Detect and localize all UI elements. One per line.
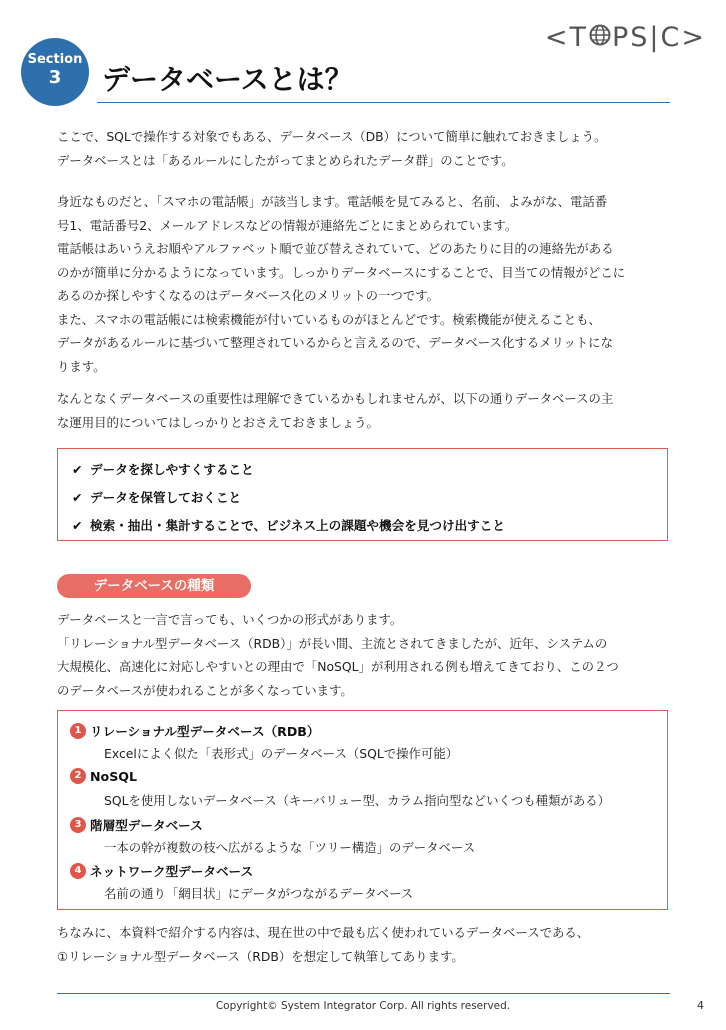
text-line: あるのか探しやすくなるのはデータベース化のメリットの一つです。	[57, 288, 440, 303]
purpose-text: 検索・抽出・集計することで、ビジネス上の課題や機会を見つけ出すこと	[90, 518, 505, 533]
db-type-heading	[70, 768, 137, 784]
phonebook-paragraph	[57, 190, 677, 378]
section-badge	[21, 38, 89, 106]
text-line: 電話帳はあいうえお順やアルファベット順で並び替えされていて、どのあたりに目的の連絡先がある	[57, 241, 614, 256]
purpose-item	[72, 487, 241, 506]
text-line: データベースと一言で言っても、いくつかの形式があります。	[57, 612, 403, 627]
text-line: ちなみに、本資料で紹介する内容は、現在世の中で最も広く使われているデータベースである、	[57, 925, 590, 940]
text-line: 号1、電話番号2、メールアドレスなどの情報が連絡先ごとにまとめられています。	[57, 217, 518, 233]
text-line: ここで、SQLで操作する対象でもある、データベース（DB）について簡単に触れておきましょう。	[57, 129, 607, 144]
db-type-description: 一本の幹が複数の枝へ広がるような「ツリー構造」のデータベース	[104, 840, 476, 855]
text-line: な運用目的についてはしっかりとおさえておきましょう。	[57, 414, 379, 430]
text-line: データベースとは「あるルールにしたがってまとめられたデータ群」のことです。	[57, 152, 514, 168]
text-line: 身近なものだと、「スマホの電話帳」が該当します。電話帳を見てみると、名前、よみがな、電話番	[57, 194, 608, 209]
db-type-name: NoSQL	[90, 768, 137, 784]
number-badge: 2	[70, 768, 86, 784]
db-types-box	[57, 710, 668, 910]
number-badge: 3	[70, 817, 86, 833]
text-line: のデータベースが使われることが多くなっています。	[57, 682, 353, 698]
checkmark-icon: ✔	[72, 462, 83, 477]
text-line: ります。	[57, 358, 106, 374]
page-number: 4	[697, 999, 704, 1012]
purposes-box	[57, 448, 668, 541]
number-badge: 1	[70, 723, 86, 739]
db-type-description: 名前の通り「網目状」にデータがつながるデータベース	[104, 886, 414, 901]
text-line: データがあるルールに基づいて整理されているからと言えるので、データベース化するメリットにな	[57, 335, 613, 350]
section-label: Section	[27, 52, 83, 67]
section-number: 3	[48, 67, 62, 88]
db-type-heading	[70, 815, 203, 834]
db-type-name: ネットワーク型データベース	[90, 864, 254, 879]
closing-paragraph	[57, 921, 677, 968]
db-type-heading	[70, 721, 320, 740]
db-type-description: Excelによく似た「表形式」のデータベース（SQLで操作可能）	[104, 746, 459, 761]
intro-paragraph	[57, 125, 677, 172]
logo-text-left: <T	[544, 22, 588, 53]
footer-divider	[57, 993, 670, 994]
checkmark-icon: ✔	[72, 518, 83, 533]
text-line: 大規模化、高速化に対応しやすいとの理由で「NoSQL」が利用される例も増えてきており、この２つ	[57, 659, 619, 674]
text-line: また、スマホの電話帳には検索機能が付いているものがほとんどです。検索機能が使えることも、	[57, 311, 601, 327]
text-line: のかが簡単に分かるようになっています。しっかりデータベースにすることで、目当ての情報がどこに	[57, 264, 626, 280]
importance-paragraph	[57, 387, 677, 434]
types-heading: データベースの種類	[57, 574, 251, 598]
checkmark-icon: ✔	[72, 490, 83, 505]
purpose-item	[72, 459, 254, 478]
number-badge: 4	[70, 863, 86, 879]
tops-logo	[545, 22, 706, 53]
purpose-text: データを保管しておくこと	[90, 490, 242, 505]
title-divider	[97, 102, 670, 103]
types-intro-paragraph	[57, 608, 677, 702]
page-title: データベースとは？	[102, 63, 353, 96]
db-type-description: SQLを使用しないデータベース（キーバリュー型、カラム指向型などいくつも種類がある）	[104, 793, 611, 808]
globe-icon	[589, 22, 611, 53]
text-line: ①リレーショナル型データベース（RDB）を想定して執筆してあります。	[57, 948, 464, 964]
text-line: なんとなくデータベースの重要性は理解できているかもしれませんが、以下の通りデータベースの主	[57, 391, 614, 406]
db-type-name: リレーショナル型データベース（RDB）	[90, 724, 320, 739]
purpose-item	[72, 515, 505, 534]
logo-text-right: PS|C>	[612, 22, 706, 53]
purpose-text: データを探しやすくすること	[90, 462, 254, 477]
text-line: 「リレーショナル型データベース（RDB）」が長い間、主流とされてきましたが、近年、システムの	[57, 635, 608, 651]
db-type-heading	[70, 861, 253, 880]
copyright: Copyright© System Integrator Corp. All rights reserved.	[215, 1000, 511, 1012]
db-type-name: 階層型データベース	[90, 818, 203, 833]
